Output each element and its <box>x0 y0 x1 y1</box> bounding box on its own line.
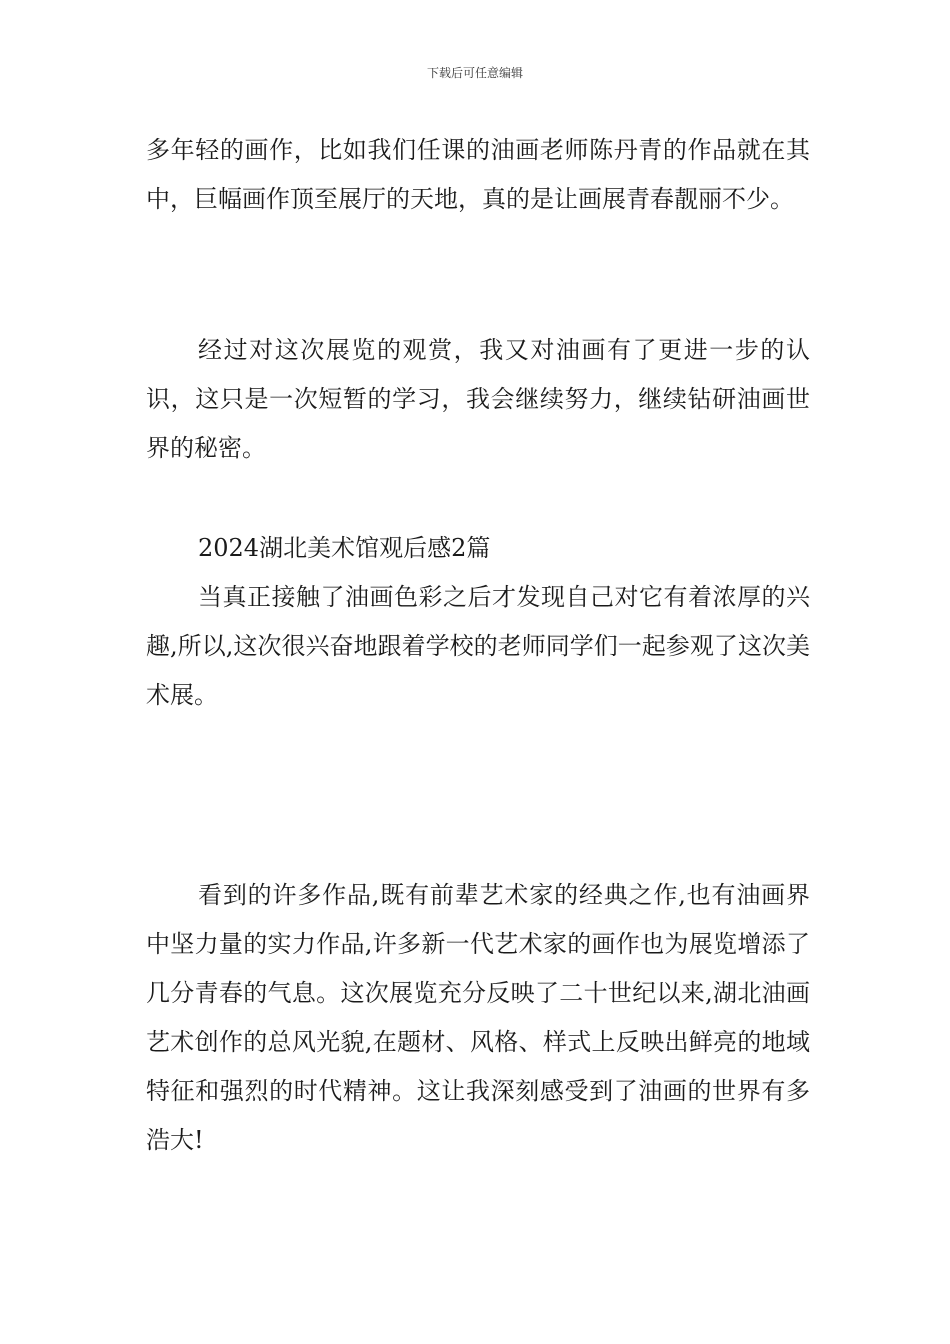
paragraph-body: 看到的许多作品,既有前辈艺术家的经典之作,也有油画界中坚力量的实力作品,许多新一代艺术家的画作也为展览增添了几分青春的气息。这次展览充分反映了二十世纪以来,湖北油画艺术创作的总风光貌,在题材、风格、样式上反映出鲜亮的地域特征和强烈的时代精神。这让我深刻感受到了油画的世界有多浩大! <box>146 881 810 1154</box>
paragraph-continuation: 多年轻的画作，比如我们任课的油画老师陈丹青的作品就在其中，巨幅画作顶至展厅的天地，真的是让画展青春靓丽不少。 <box>146 136 810 213</box>
paragraph-intro: 当真正接触了油画色彩之后才发现自己对它有着浓厚的兴趣,所以,这次很兴奋地跟着学校的老师同学们一起参观了这次美术展。 <box>146 583 810 709</box>
paragraph-conclusion: 经过对这次展览的观赏，我又对油画有了更进一步的认识，这只是一次短暂的学习，我会继续努力，继续钻研油画世界的秘密。 <box>146 336 810 462</box>
header-note: 下载后可任意编辑 <box>426 66 523 80</box>
section-heading: 2024湖北美术馆观后感2篇 <box>198 534 491 562</box>
section-block <box>146 524 810 720</box>
